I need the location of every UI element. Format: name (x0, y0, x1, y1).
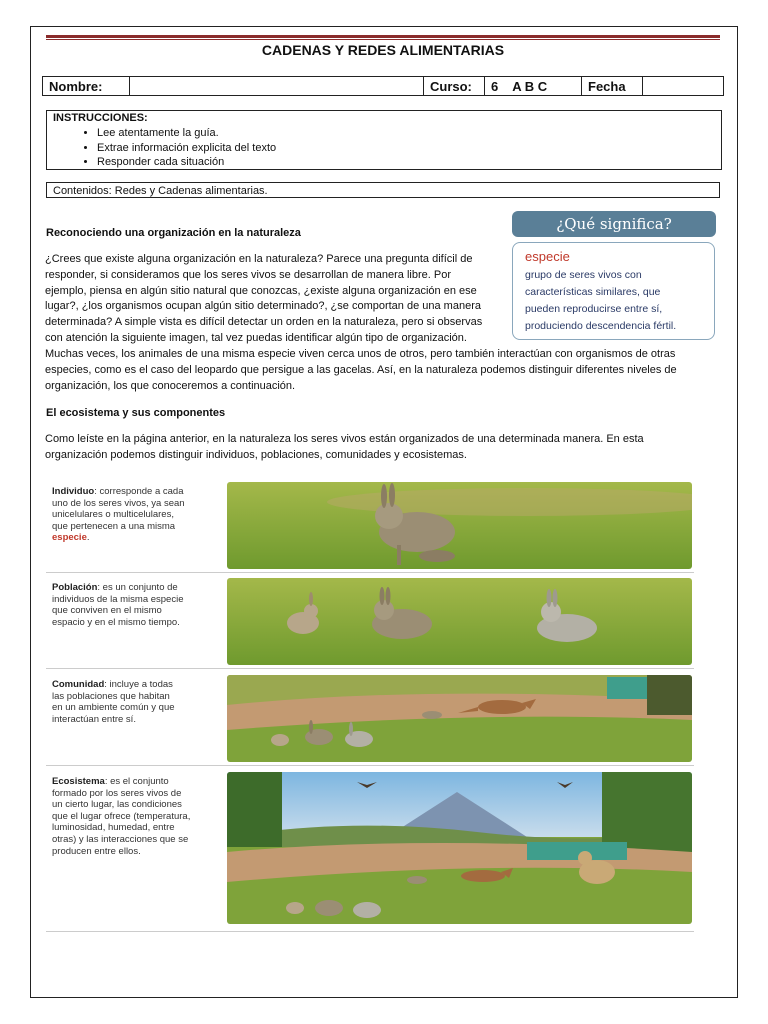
contents-box: Contenidos: Redes y Cadenas alimentarias. (46, 182, 720, 198)
text-line: con atención la siguiente imagen, tal vez puedas identificar algún tipo de organización. (45, 331, 467, 344)
rabbit-icon (315, 900, 343, 916)
level-term: Individuo (52, 486, 95, 497)
level-description: Ecosistema: es el conjunto formado por los seres vivos de un cierto lugar, las condiciones que el lugar ofrece (temperatura, luminosidad, humedad, entre otras) y las interacciones que se producen entre ellos. (52, 776, 191, 857)
text-line: responder, si consideramos que los seres vivos se desarrollan de manera libre. Por (45, 268, 451, 281)
level-row-individuo (46, 480, 694, 573)
fecha-label: Fecha (582, 77, 643, 96)
intro-paragraph (45, 252, 515, 347)
divider (46, 668, 694, 669)
text-line: ejemplo, piensa en algún sitio natural que conozcas, ¿existe alguna organización en ese (45, 284, 477, 297)
instruction-item: • Responder cada situación (97, 155, 276, 170)
community-illustration (227, 675, 692, 762)
definition-line: produciendo descendencia fértil. (525, 320, 677, 332)
intro-paragraph-continued (45, 347, 725, 394)
level-row-ecosistema (46, 770, 694, 932)
student-info-table (42, 76, 724, 96)
instructions-heading: INSTRUCCIONES: (53, 112, 148, 124)
nombre-field[interactable] (130, 77, 424, 96)
que-significa-header: ¿Qué significa? (512, 211, 716, 237)
page-title: CADENAS Y REDES ALIMENTARIAS (261, 42, 505, 58)
level-row-poblacion (46, 576, 694, 669)
text-line: especies, como es el caso del leopardo que persigue a las gacelas. Así, en la naturaleza podemos distinguir diferentes niveles de (45, 363, 677, 376)
nombre-label: Nombre: (43, 77, 130, 96)
curso-label: Curso: (424, 77, 485, 96)
text-line: organización, los que conoceremos a continuación. (45, 379, 296, 392)
fecha-field[interactable] (643, 77, 724, 96)
text-line: organización podemos distinguir individuos, poblaciones, comunidades y ecosistemas. (45, 448, 467, 461)
definition-line: pueden reproducirse entre sí, (525, 303, 663, 315)
ecosystem-paragraph (45, 432, 725, 464)
level-row-comunidad (46, 673, 694, 766)
section-heading: Reconociendo una organización en la naturaleza (46, 227, 301, 239)
definition-text (525, 267, 711, 335)
rabbit-icon (422, 711, 442, 719)
level-description: Comunidad: incluye a todas las poblaciones que habitan en un ambiente común y que interactúan entre sí. (52, 679, 175, 725)
rabbit-icon (407, 876, 427, 884)
section-heading: El ecosistema y sus componentes (46, 407, 226, 419)
instructions-box (46, 110, 722, 170)
definition-line: características similares, que (525, 286, 661, 298)
text-line: Como leíste en la página anterior, en la naturaleza los seres vivos están organizados de una determinada manera. En esta (45, 433, 644, 445)
instruction-item: • Lee atentamente la guía. (97, 126, 276, 141)
instruction-item: • Extrae información explicita del texto (97, 141, 276, 156)
level-term: Comunidad (52, 679, 105, 690)
ecosystem-illustration (227, 772, 692, 924)
level-term: Ecosistema (52, 776, 105, 787)
definition-box (512, 242, 715, 340)
level-description: Población: es un conjunto de individuos de la misma especie que conviven en el mismo espacio y en el mismo tiempo. (52, 582, 184, 628)
text-line: determinada? A simple vista es difícil detectar un orden en la naturaleza, pero si observas (45, 316, 483, 329)
population-illustration (227, 578, 692, 665)
title-rule (46, 35, 720, 38)
definition-line: grupo de seres vivos con (525, 269, 642, 281)
curso-value: 6 A B C (485, 77, 582, 96)
rabbit-icon (286, 902, 304, 914)
level-description: Individuo: corresponde a cada uno de los seres vivos, ya sean unicelulares o multicelulares, que pertenecen a una misma especie. (52, 486, 185, 544)
highlight-term: especie (52, 532, 87, 544)
divider (46, 931, 694, 932)
text-line: lugar?, ¿los organismos ocupan algún sitio determinado?, ¿se comportan de una manera (45, 300, 481, 313)
text-line: Muchas veces, los animales de una misma especie viven cerca unos de otros, pero también interactúan con organismos de otras (45, 348, 676, 360)
divider (46, 765, 694, 766)
definition-term: especie (525, 249, 570, 264)
instructions-list (71, 126, 276, 170)
rabbit-icon (271, 734, 289, 746)
level-term: Población (52, 582, 98, 593)
text-line: ¿Crees que existe alguna organización en la naturaleza? Parece una pregunta difícil de (45, 253, 473, 265)
divider (46, 572, 694, 573)
title-rule-thin (46, 39, 720, 40)
individual-illustration (227, 482, 692, 569)
rabbit-icon (353, 902, 381, 918)
